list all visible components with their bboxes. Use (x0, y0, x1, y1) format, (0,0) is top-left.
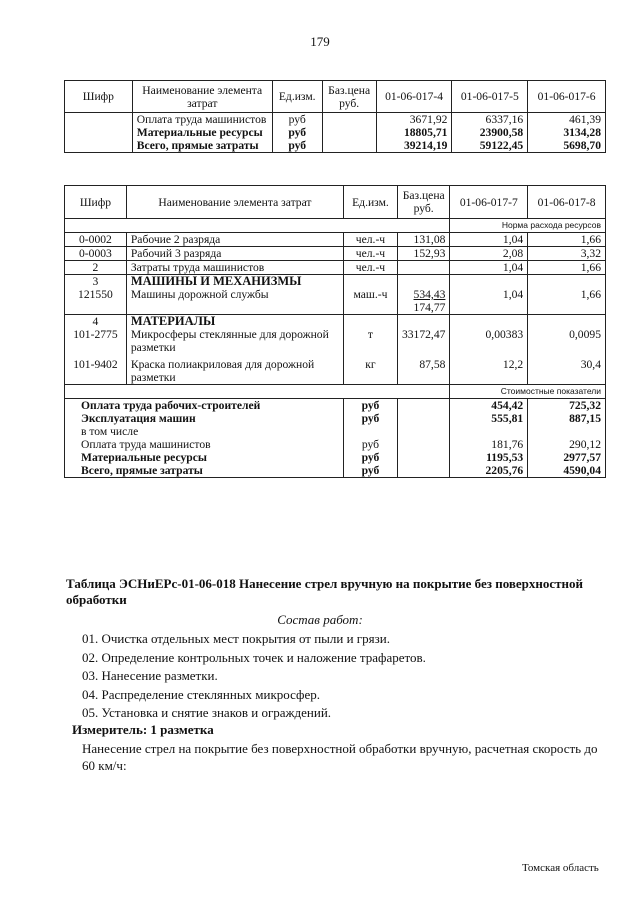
row-unit: руб (344, 464, 398, 478)
header-col-017-7: 01-06-017-7 (450, 186, 528, 219)
row-value: 0,00383 (450, 328, 528, 354)
row-unit: руб (344, 451, 398, 464)
row-value: 59122,45 (452, 139, 528, 153)
section-row (65, 315, 606, 329)
row-value: 1,04 (450, 261, 528, 275)
row-value: 1,04 (450, 233, 528, 247)
cost-row (65, 438, 606, 451)
section-title: Таблица ЭСНиЕРс-01-06-018 Нанесение стрел вручную на покрытие без поверхностной обработки (66, 576, 584, 607)
row-code: 0-0002 (65, 233, 127, 247)
table-row (65, 139, 606, 153)
meter-description: Нанесение стрел на покрытие без поверхностной обработки вручную, расчетная скорость до 60 км/ч: (82, 741, 598, 773)
table-row (65, 113, 606, 127)
table-row (65, 261, 606, 275)
row-unit: чел.-ч (344, 247, 398, 261)
row-unit: чел.-ч (344, 233, 398, 247)
row-price: 33172,47 (397, 328, 449, 354)
row-unit: руб (344, 399, 398, 413)
list-item: 01. Очистка отдельных мест покрытия от пыли и грязи. (82, 631, 390, 646)
row-value: 30,4 (528, 354, 606, 385)
cost-table-017-7-8 (64, 185, 606, 478)
cost-row (65, 464, 606, 478)
row-unit: чел.-ч (344, 261, 398, 275)
row-value: 1,66 (528, 261, 606, 275)
row-code: 121550 (65, 288, 127, 315)
header-col-017-6: 01-06-017-6 (528, 81, 606, 113)
row-price: 87,58 (397, 354, 449, 385)
row-value: 6337,16 (452, 113, 528, 127)
table-row (65, 328, 606, 354)
row-name: Рабочий 3 разряда (126, 247, 343, 261)
list-item: 04. Распределение стеклянных микросфер. (82, 686, 320, 702)
row-value: 2205,76 (450, 464, 528, 478)
cost-row (65, 451, 606, 464)
row-price: 131,08 (397, 233, 449, 247)
list-item: 05. Установка и снятие знаков и ограждений. (82, 705, 332, 720)
row-value: 23900,58 (452, 126, 528, 139)
header-col-017-8: 01-06-017-8 (528, 186, 606, 219)
row-value: 18805,71 (376, 126, 452, 139)
norm-label: Норма расхода ресурсов (450, 219, 606, 233)
page-number: 179 (310, 34, 330, 49)
row-value: 1,04 (450, 288, 528, 315)
row-name: Материальные ресурсы (65, 451, 344, 464)
row-value: 555,81 (450, 412, 528, 425)
section-code: 3 (65, 275, 127, 289)
price-secondary: 174,77 (413, 301, 446, 314)
row-value: 1,66 (528, 233, 606, 247)
table-row (65, 247, 606, 261)
table-row (65, 233, 606, 247)
header-base-price: Баз.цена руб. (322, 81, 376, 113)
row-name: Машины дорожной службы (126, 288, 343, 315)
row-value: 5698,70 (528, 139, 606, 153)
row-code: 0-0003 (65, 247, 127, 261)
list-item: 03. Нанесение разметки. (82, 668, 218, 683)
header-unit: Ед.изм. (272, 81, 322, 113)
cost-label: Стоимостные показатели (450, 385, 606, 399)
row-value: 3,32 (528, 247, 606, 261)
header-name: Наименование элемента затрат (126, 186, 343, 219)
row-value: 12,2 (450, 354, 528, 385)
header-code: Шифр (65, 81, 133, 113)
row-value: 4590,04 (528, 464, 606, 478)
row-unit: руб (344, 438, 398, 451)
header-col-017-4: 01-06-017-4 (376, 81, 452, 113)
cost-row (65, 412, 606, 425)
header-base-price: Баз.цена руб. (397, 186, 449, 219)
row-note: в том числе (65, 425, 344, 438)
row-price: 152,93 (397, 247, 449, 261)
header-name: Наименование элемента затрат (132, 81, 272, 113)
subheader-row (65, 219, 606, 233)
work-composition-title: Состав работ: (277, 612, 363, 627)
row-name: Оплата труда машинистов (132, 113, 272, 127)
row-name: Оплата труда машинистов (65, 438, 344, 451)
row-value: 725,32 (528, 399, 606, 413)
row-value: 0,0095 (528, 328, 606, 354)
cost-row (65, 425, 606, 438)
header-code: Шифр (65, 186, 127, 219)
price-primary: 534,43 (413, 288, 446, 301)
table-row (65, 126, 606, 139)
header-unit: Ед.изм. (344, 186, 398, 219)
row-name: Краска полиакриловая для дорожной разметки (126, 354, 343, 385)
row-price (397, 288, 449, 315)
table-header-row (65, 81, 606, 113)
row-code: 2 (65, 261, 127, 275)
work-list (82, 630, 426, 723)
row-name: Рабочие 2 разряда (126, 233, 343, 247)
section-title: МАТЕРИАЛЫ (126, 315, 343, 329)
section-title: МАШИНЫ И МЕХАНИЗМЫ (126, 275, 343, 289)
row-unit: руб (272, 113, 322, 127)
row-code: 101-2775 (65, 328, 127, 354)
row-name: Микросферы стеклянные для дорожной разметки (126, 328, 343, 354)
row-name: Всего, прямые затраты (65, 464, 344, 478)
row-unit: руб (272, 126, 322, 139)
table-header-row (65, 186, 606, 219)
footer-region: Томская область (522, 862, 599, 874)
section-row (65, 275, 606, 289)
row-value: 3134,28 (528, 126, 606, 139)
row-value: 887,15 (528, 412, 606, 425)
row-value: 1,66 (528, 288, 606, 315)
row-name: Эксплуатация машин (65, 412, 344, 425)
table-row (65, 288, 606, 315)
meter-label: Измеритель: 1 разметка (72, 722, 214, 737)
list-item: 02. Определение контрольных точек и наложение трафаретов. (82, 649, 426, 665)
row-value: 461,39 (528, 113, 606, 127)
row-unit: т (344, 328, 398, 354)
row-code: 101-9402 (65, 354, 127, 385)
subheader-row (65, 385, 606, 399)
cost-row (65, 399, 606, 413)
row-value: 2977,57 (528, 451, 606, 464)
row-unit: кг (344, 354, 398, 385)
row-unit: маш.-ч (344, 288, 398, 315)
row-value: 290,12 (528, 438, 606, 451)
row-name: Оплата труда рабочих-строителей (65, 399, 344, 413)
row-name: Затраты труда машинистов (126, 261, 343, 275)
row-value: 181,76 (450, 438, 528, 451)
row-unit: руб (272, 139, 322, 153)
section-code: 4 (65, 315, 127, 329)
row-name: Материальные ресурсы (132, 126, 272, 139)
cost-table-017-4-6 (64, 80, 606, 153)
row-value: 1195,53 (450, 451, 528, 464)
header-col-017-5: 01-06-017-5 (452, 81, 528, 113)
row-value: 454,42 (450, 399, 528, 413)
row-unit: руб (344, 412, 398, 425)
row-name: Всего, прямые затраты (132, 139, 272, 153)
table-row (65, 354, 606, 385)
row-value: 39214,19 (376, 139, 452, 153)
row-value: 3671,92 (376, 113, 452, 127)
row-value: 2,08 (450, 247, 528, 261)
